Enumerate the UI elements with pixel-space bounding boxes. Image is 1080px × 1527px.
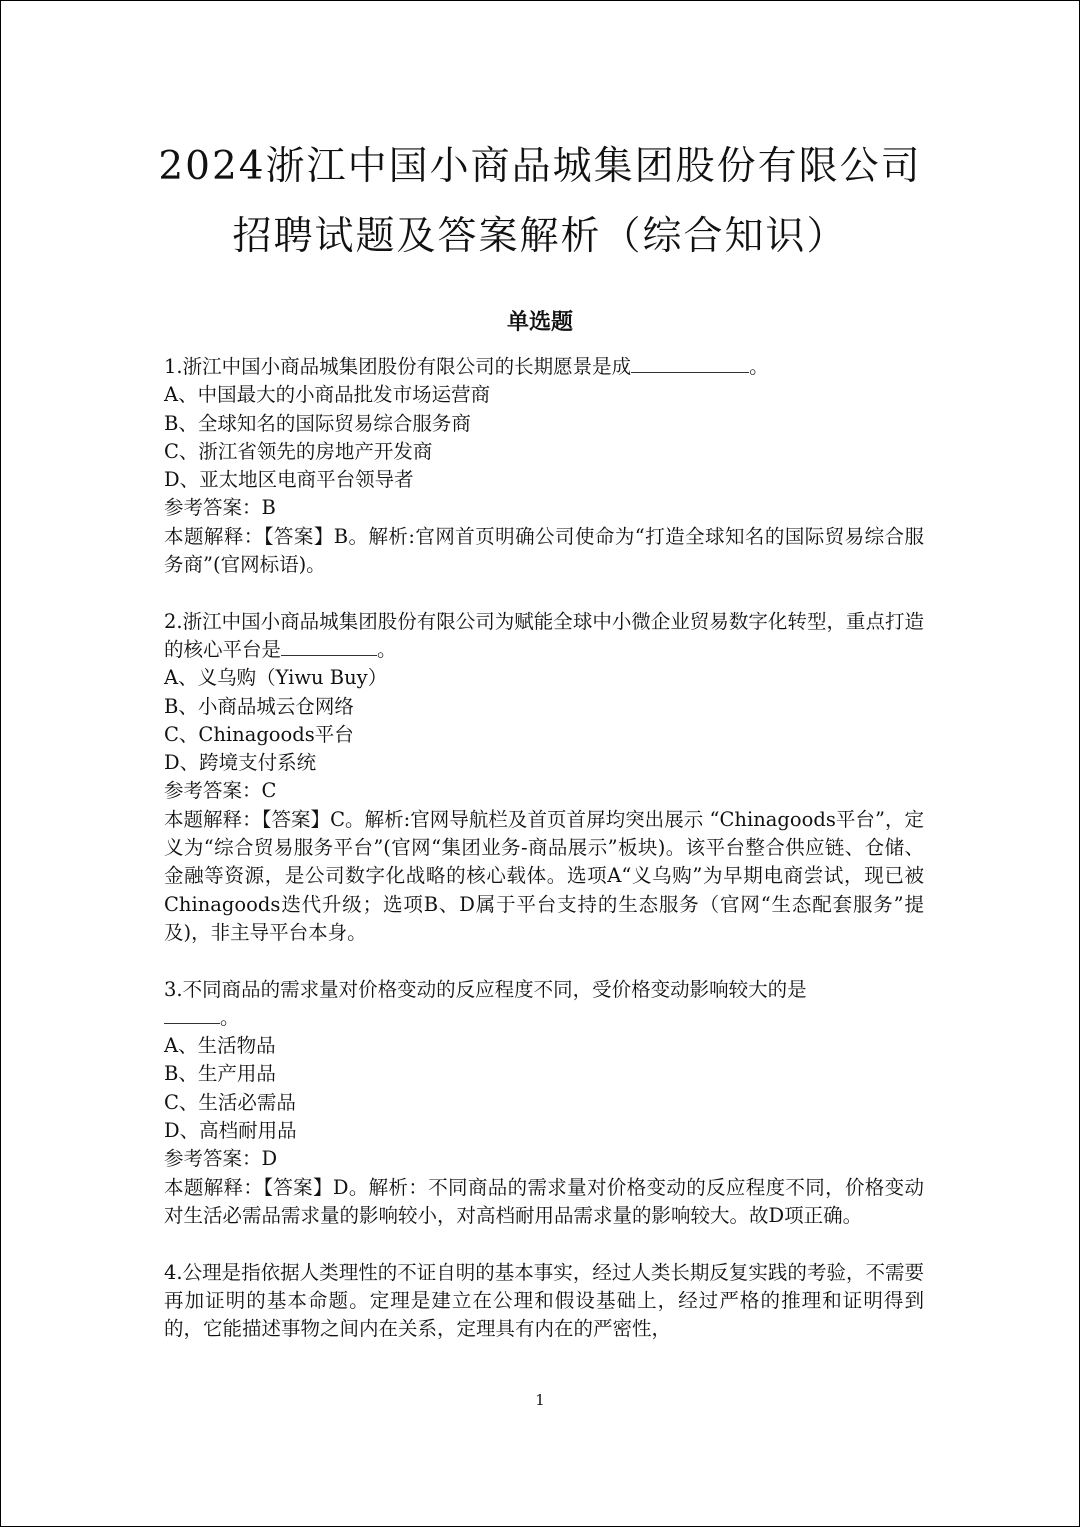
question-2: [164, 608, 924, 948]
document-title-line2: 招聘试题及答案解析（综合知识）: [232, 214, 848, 259]
question-3: [164, 976, 924, 1231]
reference-answer: 参考答案：B: [164, 496, 276, 520]
question-4: [164, 1259, 924, 1344]
question-stem: [164, 976, 924, 1033]
stem-text: 2.浙江中国小商品城集团股份有限公司为赋能全球中小微企业贸易数字化转型，重点打造的核心平台是: [164, 609, 924, 661]
question-list: [164, 353, 924, 1343]
stem-text: 1.浙江中国小商品城集团股份有限公司的长期愿景是成: [164, 355, 632, 378]
option-a: A、义乌购（Yiwu Buy）: [164, 666, 388, 690]
section-heading: 单选题: [506, 309, 573, 335]
question-stem: [164, 608, 924, 665]
option-d: D、高档耐用品: [164, 1119, 297, 1143]
answer-explanation: 本题解释：【答案】C。解析:官网导航栏及首页首屏均突出展示 “Chinagoods平台”，定义为“综合贸易服务平台”(官网“集团业务-商品展示”板块)。该平台整合供应链、仓储、金融等资源，是公司数字化战略的核心载体。选项A“义乌购”为早期电商尝试，现已被Chinagoods迭代升级；选项B、D属于平台支持的生态服务（官网“生态配套服务”提及)，非主导平台本身。: [164, 807, 924, 944]
answer-blank: [164, 1005, 220, 1024]
reference-answer: 参考答案：D: [164, 1147, 278, 1171]
page-number: 1: [535, 1391, 545, 1409]
document-title-line1: 2024浙江中国小商品城集团股份有限公司: [158, 144, 922, 189]
stem-text: 3.不同商品的需求量对价格变动的反应程度不同，受价格变动影响较大的是: [164, 977, 807, 1001]
stem-end: 。: [220, 1005, 240, 1029]
stem-end: 。: [749, 355, 769, 378]
answer-blank: [631, 354, 749, 373]
option-c: C、生活必需品: [164, 1090, 296, 1114]
option-d: D、亚太地区电商平台领导者: [164, 468, 414, 492]
question-1: [164, 353, 924, 579]
answer-blank: [281, 637, 377, 656]
option-b: B、小商品城云仓网络: [164, 694, 354, 718]
option-b: B、全球知名的国际贸易综合服务商: [164, 411, 471, 435]
answer-explanation: 本题解释：【答案】D。解析：不同商品的需求量对价格变动的反应程度不同，价格变动对生活必需品需求量的影响较小，对高档耐用品需求量的影响较大。故D项正确。: [164, 1175, 924, 1227]
option-b: B、生产用品: [164, 1062, 276, 1086]
stem-end: 。: [377, 637, 397, 661]
option-c: C、浙江省领先的房地产开发商: [164, 439, 433, 463]
answer-explanation: 本题解释：【答案】B。解析:官网首页明确公司使命为“打造全球知名的国际贸易综合服务商”(官网标语)。: [164, 524, 924, 577]
reference-answer: 参考答案：C: [164, 779, 277, 803]
option-c: C、Chinagoods平台: [164, 722, 354, 746]
question-stem: 4.公理是指依据人类理性的不证自明的基本事实，经过人类长期反复实践的考验，不需要再加证明的基本命题。定理是建立在公理和假设基础上，经过严格的推理和证明得到的，它能描述事物之间内在关系，定理具有内在的严密性，: [164, 1260, 924, 1341]
option-d: D、跨境支付系统: [164, 751, 317, 775]
question-stem: [164, 353, 924, 381]
option-a: A、生活物品: [164, 1034, 276, 1058]
option-a: A、中国最大的小商品批发市场运营商: [164, 383, 491, 407]
